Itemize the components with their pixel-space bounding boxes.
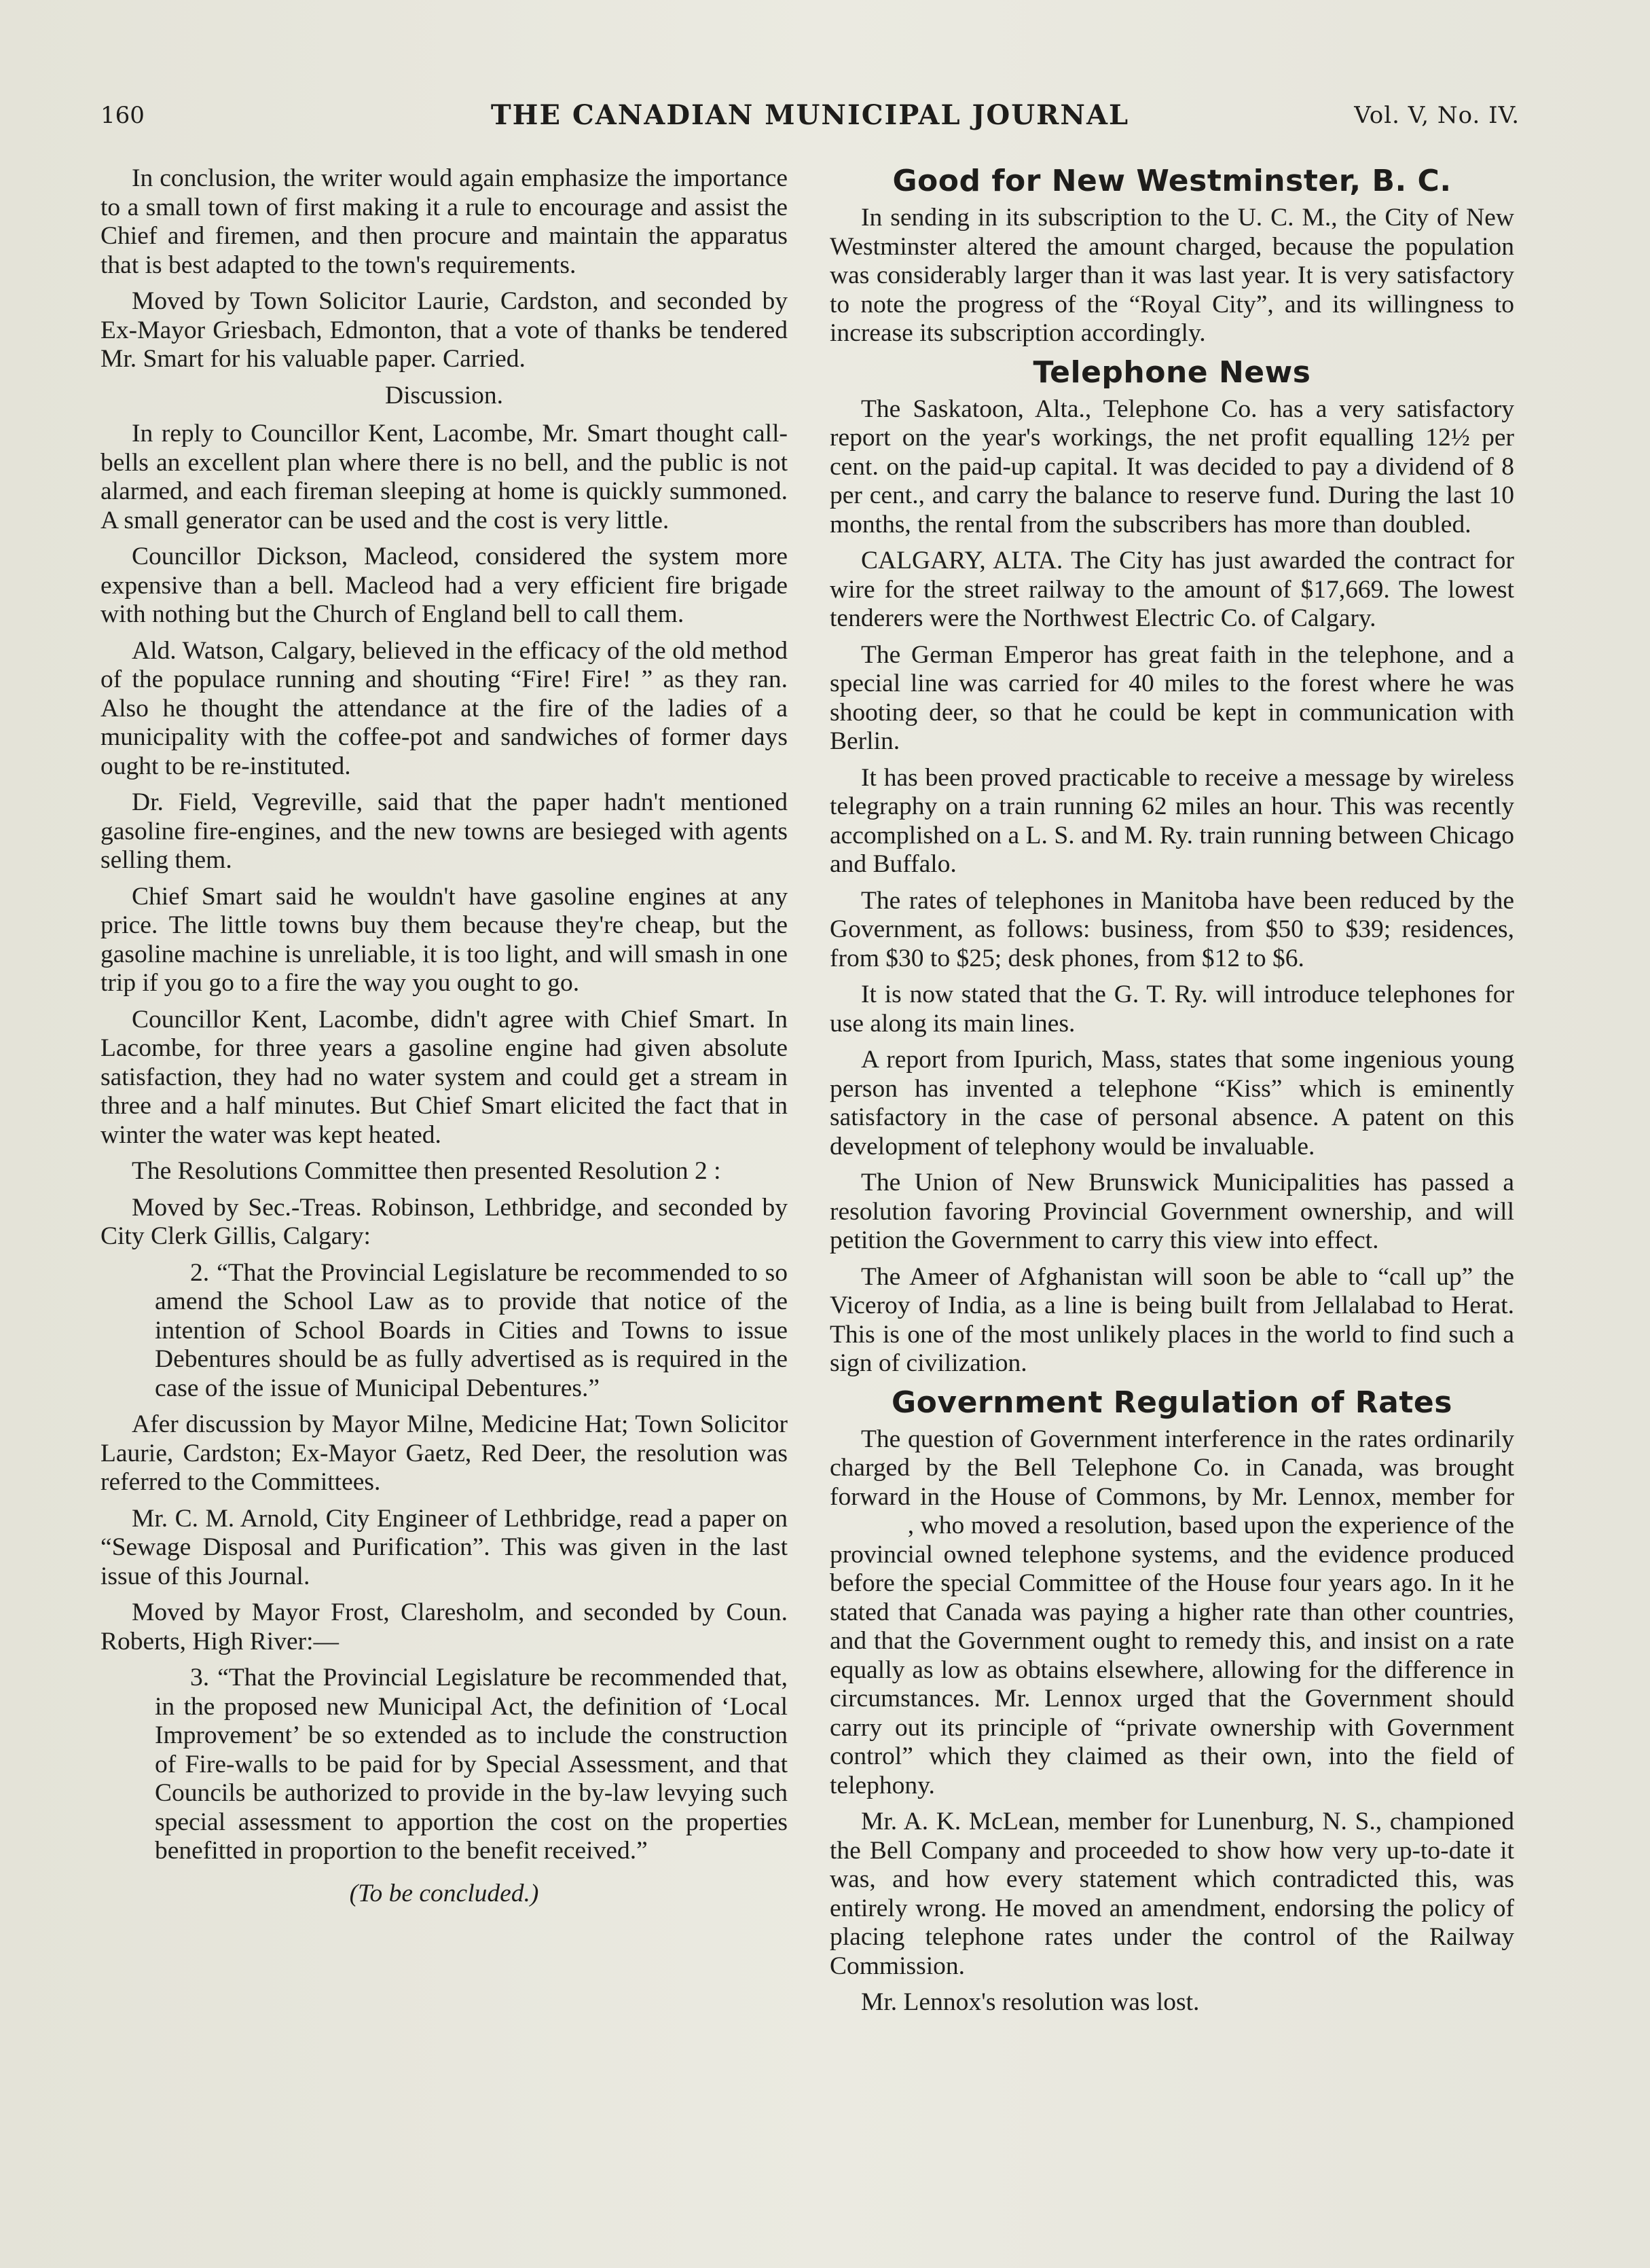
paragraph: The rates of telephones in Manitoba have been reduced by the Government, as follows: business, from $50 to $39; residences, from $30 to $25; desk phones, from $12 to $6.	[830, 886, 1514, 972]
paragraph: Dr. Field, Vegreville, said that the paper hadn't mentioned gasoline fire-engines, and the new towns are besieged with agents selling them.	[100, 788, 788, 874]
paragraph: Chief Smart said he wouldn't have gasoline engines at any price. The little towns buy them because they're cheap, but the gasoline machine is unreliable, it is too light, and will smash in one trip if you go to a fire the way you ought to go.	[100, 882, 788, 997]
paragraph: In reply to Councillor Kent, Lacombe, Mr. Smart thought call-bells an excellent plan where there is no bell, and the public is not alarmed, and each fireman sleeping at home is quickly summoned. A small generator can be used and the cost is very little.	[100, 420, 788, 534]
paragraph: Councillor Dickson, Macleod, considered the system more expensive than a bell. Macleod had a very efficient fire brigade with nothing but the Church of England bell to call them.	[100, 543, 788, 628]
right-column	[830, 164, 1514, 2025]
paragraph: The Union of New Brunswick Municipalities has passed a resolution favoring Provincial Government ownership, and will petition the Government to carry this view into effect.	[830, 1169, 1514, 1254]
paragraph: Moved by Sec.-Treas. Robinson, Lethbridge, and seconded by City Clerk Gillis, Calgary:	[100, 1193, 788, 1250]
volume-issue: Vol. V, No. IV.	[1354, 102, 1520, 129]
left-column	[100, 164, 788, 1916]
paragraph: The question of Government interference in the rates ordinarily charged by the Bell Telephone Co. in Canada, was brought forward in the House of Commons, by Mr. Lennox, member for , who moved a resolution, based upon the experience of the provincial owned telephone systems, and the evidence produced before the special Committee of the House four years ago. In it he stated that Canada was paying a higher rate than other countries, and that the Government ought to remedy this, and insist on a rate equally as low as obtains elsewhere, allowing for the difference in circumstances. Mr. Lennox urged that the Government should carry out its principle of “private ownership with Government control” which they claimed as their own, into the field of telephony.	[830, 1425, 1514, 1799]
paragraph: Ald. Watson, Calgary, believed in the efficacy of the old method of the populace running and shouting “Fire! Fire! ” as they ran. Also he thought the attendance at the fire of the ladies of a municipality with the coffee-pot and sandwiches of former days ought to be re-instituted.	[100, 636, 788, 780]
paragraph: In sending in its subscription to the U. C. M., the City of New Westminster altered the amount charged, because the population was considerably larger than it was last year. It is very satisfactory to note the progress of the “Royal City”, and its willingness to increase its subscription accordingly.	[830, 204, 1514, 347]
paragraph: It is now stated that the G. T. Ry. will introduce telephones for use along its main lines.	[830, 981, 1514, 1038]
paragraph: The Saskatoon, Alta., Telephone Co. has a very satisfactory report on the year's workings, the net profit equalling 12½ per cent. on the paid-up capital. It was decided to pay a dividend of 8 per cent., and carry the balance to reserve fund. During the last 10 months, the rental from the subscribers has more than doubled.	[830, 395, 1514, 538]
paragraph: The Ameer of Afghanistan will soon be able to “call up” the Viceroy of India, as a line is being built from Jellalabad to Herat. This is one of the most unlikely places in the world to find such a sign of civilization.	[830, 1262, 1514, 1377]
headline-telephone-news: Telephone News	[1033, 354, 1311, 390]
page-number: 160	[100, 102, 145, 129]
paragraph: Afer discussion by Mayor Milne, Medicine Hat; Town Solicitor Laurie, Cardston; Ex-Mayor Gaetz, Red Deer, the resolution was referred to the Committees.	[100, 1410, 788, 1496]
resolution-3: 3. “That the Provincial Legislature be recommended that, in the proposed new Municipal Act, the definition of ‘Local Improvement’ be so extended as to include the construction of Fire-walls to be paid for by Special Assessment, and that Councils be authorized to provide in the by-law levying such special assessment to apportion the cost on the properties benefitted in proportion to the benefit received.”	[155, 1664, 788, 1865]
paragraph: Mr. Lennox's resolution was lost.	[861, 1988, 1200, 2016]
paragraph: Mr. C. M. Arnold, City Engineer of Lethbridge, read a paper on “Sewage Disposal and Purification”. This was given in the last issue of this Journal.	[100, 1504, 788, 1590]
paragraph: The Resolutions Committee then presented Resolution 2 :	[132, 1157, 721, 1185]
paragraph: Mr. A. K. McLean, member for Lunenburg, N. S., championed the Bell Company and proceeded to show how very up-to-date it was, and how every statement which contradicted this, was entirely wrong. He moved an amendment, endorsing the policy of placing telephone rates under the control of the Railway Commission.	[830, 1808, 1514, 1980]
paragraph: It has been proved practicable to receive a message by wireless telegraphy on a train running 62 miles an hour. This was recently accomplished on a L. S. and M. Ry. train running between Chicago and Buffalo.	[830, 763, 1514, 878]
headline-new-westminster: Good for New Westminster, B. C.	[892, 164, 1452, 198]
paragraph: Moved by Town Solicitor Laurie, Cardston, and seconded by Ex-Mayor Griesbach, Edmonton, that a vote of thanks be tendered Mr. Smart for his valuable paper. Carried.	[100, 287, 788, 373]
page-header	[100, 99, 1520, 143]
resolution-2: 2. “That the Provincial Legislature be recommended to so amend the School Law as to provide that notice of the intention of School Boards in Cities and Towns to issue Debentures should be as fully advertised as is required in the case of the issue of Municipal Debentures.”	[155, 1258, 788, 1402]
paragraph: A report from Ipurich, Mass, states that some ingenious young person has invented a telephone “Kiss” which is eminently satisfactory in the case of personal absence. A patent on this development of telephony would be invaluable.	[830, 1046, 1514, 1160]
paragraph: Moved by Mayor Frost, Claresholm, and seconded by Coun. Roberts, High River:—	[100, 1598, 788, 1656]
headline-government-regulation: Government Regulation of Rates	[892, 1385, 1452, 1420]
to-be-concluded: (To be concluded.)	[349, 1879, 539, 1907]
journal-title: THE CANADIAN MUNICIPAL JOURNAL	[490, 99, 1130, 131]
discussion-heading: Discussion.	[385, 381, 503, 409]
paragraph: Councillor Kent, Lacombe, didn't agree with Chief Smart. In Lacombe, for three years a gasoline engine had given absolute satisfaction, they had no water system and could get a stream in three and a half minutes. But Chief Smart elicited the fact that in winter the water was kept heated.	[100, 1005, 788, 1149]
paragraph: In conclusion, the writer would again emphasize the importance to a small town of first making it a rule to encourage and assist the Chief and firemen, and then procure and maintain the apparatus that is best adapted to the town's requirements.	[100, 164, 788, 279]
paragraph: The German Emperor has great faith in the telephone, and a special line was carried for 40 miles to the forest where he was shooting deer, so that he could be kept in communication with Berlin.	[830, 640, 1514, 755]
paragraph: CALGARY, ALTA. The City has just awarded the contract for wire for the street railway to the amount of $17,669. The lowest tenderers were the Northwest Electric Co. of Calgary.	[830, 547, 1514, 632]
